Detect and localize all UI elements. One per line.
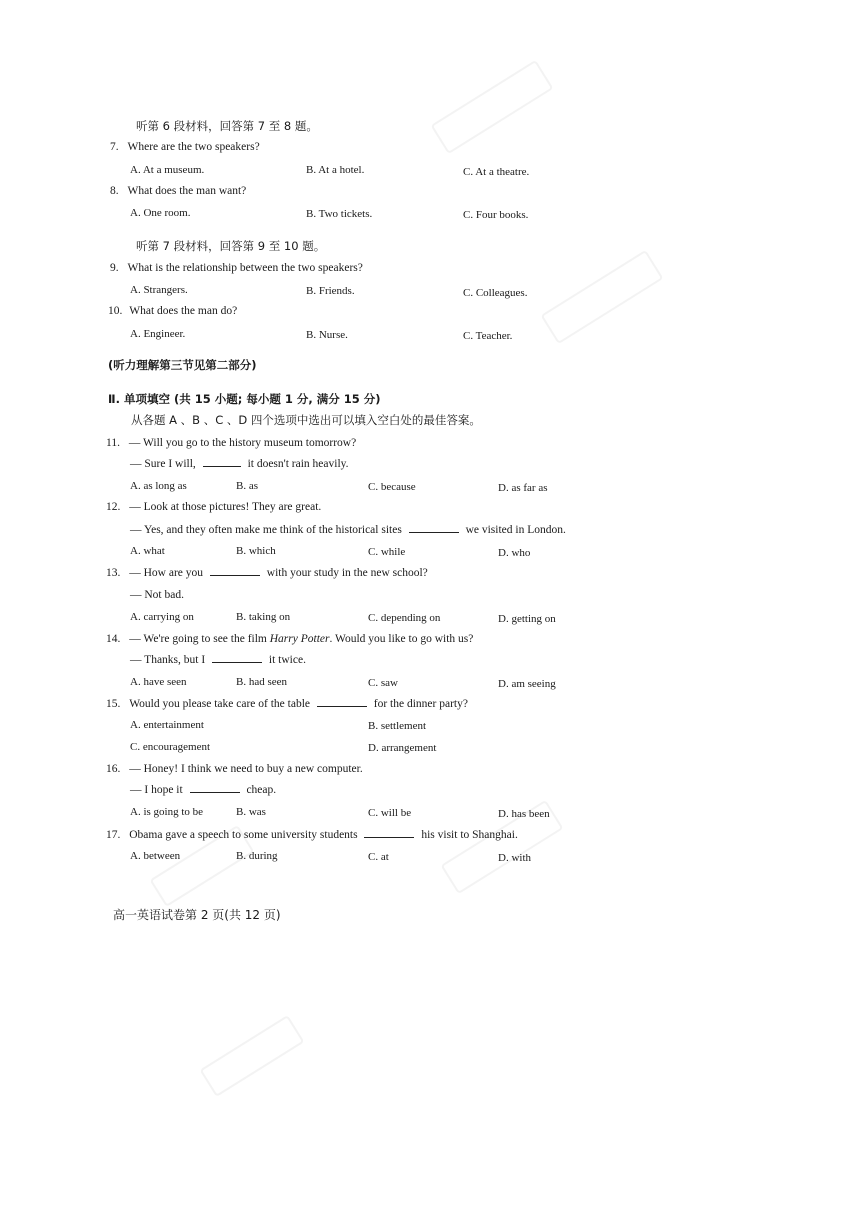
q11-option-c[interactable]: C. because: [368, 481, 416, 493]
question-number: 9.: [110, 262, 119, 274]
watermark: [199, 1015, 304, 1097]
q17-text-before-blank: Obama gave a speech to some university students: [129, 829, 358, 841]
answer-blank: [364, 828, 414, 838]
q17-text-after-blank: his visit to Shanghai.: [421, 829, 518, 841]
q10-option-b[interactable]: B. Nurse.: [306, 329, 348, 341]
question-14: [106, 632, 473, 646]
q15-option-c[interactable]: C. encouragement: [130, 741, 211, 753]
q14-option-b[interactable]: B. had seen: [236, 676, 288, 688]
question-text: What is the relationship between the two speakers?: [127, 262, 363, 274]
listening-note: (听力理解第三节见第二部分): [108, 358, 257, 372]
watermark: [540, 250, 663, 345]
q14-text-after-blank: it twice.: [268, 654, 306, 666]
q14-option-c[interactable]: C. saw: [368, 677, 398, 689]
question-text: What does the man want?: [127, 185, 247, 197]
answer-blank: [317, 697, 367, 707]
q9-option-c[interactable]: C. Colleagues.: [463, 287, 528, 299]
q7-option-b[interactable]: B. At a hotel.: [306, 164, 365, 176]
q15-text-after-blank: for the dinner party?: [373, 698, 468, 710]
q12-option-c[interactable]: C. while: [368, 546, 406, 558]
q11-line2: [130, 457, 349, 471]
q12-text-before-blank: — Yes, and they often make me think of the historical sites: [130, 524, 402, 536]
q8-option-a[interactable]: A. One room.: [130, 207, 191, 219]
q17-option-b[interactable]: B. during: [236, 850, 278, 862]
q8-option-c[interactable]: C. Four books.: [463, 209, 529, 221]
question-text: — Honey! I think we need to buy a new computer.: [129, 763, 363, 775]
q16-option-d[interactable]: D. has been: [498, 808, 550, 820]
question-text: — Look at those pictures! They are great.: [129, 501, 322, 513]
question-12: [106, 500, 321, 514]
question-text: Where are the two speakers?: [127, 141, 260, 153]
question-10: [108, 304, 237, 318]
page-footer: 高一英语试卷第 2 页(共 12 页): [113, 908, 281, 922]
q13-text-after-blank: with your study in the new school?: [266, 567, 428, 579]
question-number: 7.: [110, 141, 119, 153]
watermark: [430, 60, 553, 155]
q14-text-start: — We're going to see the film: [129, 633, 267, 645]
q12-text-after-blank: we visited in London.: [465, 524, 566, 536]
q16-text-before-blank: — I hope it: [130, 784, 183, 796]
q16-line2: [130, 783, 276, 797]
question-number: 12.: [106, 501, 121, 513]
question-text: What does the man do?: [129, 305, 238, 317]
q14-option-d[interactable]: D. am seeing: [498, 678, 556, 690]
section7-instruction: 听第 7 段材料，回答第 9 至 10 题。: [136, 239, 326, 253]
q15-option-b[interactable]: B. settlement: [368, 720, 427, 732]
q12-option-a[interactable]: A. what: [130, 545, 165, 557]
question-number: 10.: [108, 305, 123, 317]
q12-line2: [130, 523, 566, 537]
q9-option-a[interactable]: A. Strangers.: [130, 284, 188, 296]
q14-text-end: . Would you like to go with us?: [329, 633, 474, 645]
part2-instruction: 从各题 A 、B 、C 、D 四个选项中选出可以填入空白处的最佳答案。: [131, 413, 481, 427]
q13-line2: — Not bad.: [130, 589, 184, 601]
q14-line2: [130, 653, 306, 667]
part2-title: Ⅱ. 单项填空 (共 15 小题; 每小题 1 分, 满分 15 分): [108, 392, 381, 406]
q16-option-b[interactable]: B. was: [236, 806, 266, 818]
answer-blank: [409, 523, 459, 533]
q13-option-c[interactable]: C. depending on: [368, 612, 441, 624]
question-number: 11.: [106, 437, 120, 449]
question-8: [110, 184, 246, 198]
answer-blank: [190, 783, 240, 793]
question-text: — Will you go to the history museum tomorrow?: [128, 437, 357, 449]
q10-option-a[interactable]: A. Engineer.: [130, 328, 186, 340]
answer-blank: [203, 457, 241, 467]
question-number: 15.: [106, 698, 121, 710]
q15-option-d[interactable]: D. arrangement: [368, 742, 437, 754]
q13-option-a[interactable]: A. carrying on: [130, 611, 194, 623]
q14-text-before-blank: — Thanks, but I: [130, 654, 206, 666]
question-13: [106, 566, 428, 580]
q11-option-a[interactable]: A. as long as: [130, 480, 187, 492]
q16-option-a[interactable]: A. is going to be: [130, 806, 204, 818]
q11-text-before-blank: — Sure I will,: [130, 458, 196, 470]
q15-option-a[interactable]: A. entertainment: [130, 719, 204, 731]
question-16: [106, 762, 363, 776]
answer-blank: [212, 653, 262, 663]
q17-option-a[interactable]: A. between: [130, 850, 181, 862]
q11-option-b[interactable]: B. as: [236, 480, 258, 492]
q13-option-b[interactable]: B. taking on: [236, 611, 291, 623]
q16-text-after-blank: cheap.: [246, 784, 277, 796]
question-number: 14.: [106, 633, 121, 645]
question-number: 8.: [110, 185, 119, 197]
q12-option-d[interactable]: D. who: [498, 547, 531, 559]
question-number: 17.: [106, 829, 121, 841]
q12-option-b[interactable]: B. which: [236, 545, 276, 557]
q17-option-d[interactable]: D. with: [498, 852, 531, 864]
q9-option-b[interactable]: B. Friends.: [306, 285, 355, 297]
question-number: 13.: [106, 567, 121, 579]
q16-option-c[interactable]: C. will be: [368, 807, 412, 819]
q8-option-b[interactable]: B. Two tickets.: [306, 208, 373, 220]
q7-option-c[interactable]: C. At a theatre.: [463, 166, 530, 178]
q10-option-c[interactable]: C. Teacher.: [463, 330, 513, 342]
q11-option-d[interactable]: D. as far as: [498, 482, 548, 494]
q14-film-title: Harry Potter: [269, 633, 330, 645]
question-7: [110, 140, 260, 154]
q13-text-before-blank: — How are you: [129, 567, 204, 579]
question-15: [106, 697, 468, 711]
q15-text-before-blank: Would you please take care of the table: [129, 698, 311, 710]
question-9: [110, 261, 363, 275]
section6-instruction: 听第 6 段材料，回答第 7 至 8 题。: [136, 119, 318, 133]
q14-option-a[interactable]: A. have seen: [130, 676, 187, 688]
q17-option-c[interactable]: C. at: [368, 851, 389, 863]
question-17: [106, 828, 518, 842]
q11-text-after-blank: it doesn't rain heavily.: [247, 458, 349, 470]
question-number: 16.: [106, 763, 121, 775]
q13-option-d[interactable]: D. getting on: [498, 613, 556, 625]
answer-blank: [210, 566, 260, 576]
q7-option-a[interactable]: A. At a museum.: [130, 164, 205, 176]
question-11: [106, 436, 356, 450]
